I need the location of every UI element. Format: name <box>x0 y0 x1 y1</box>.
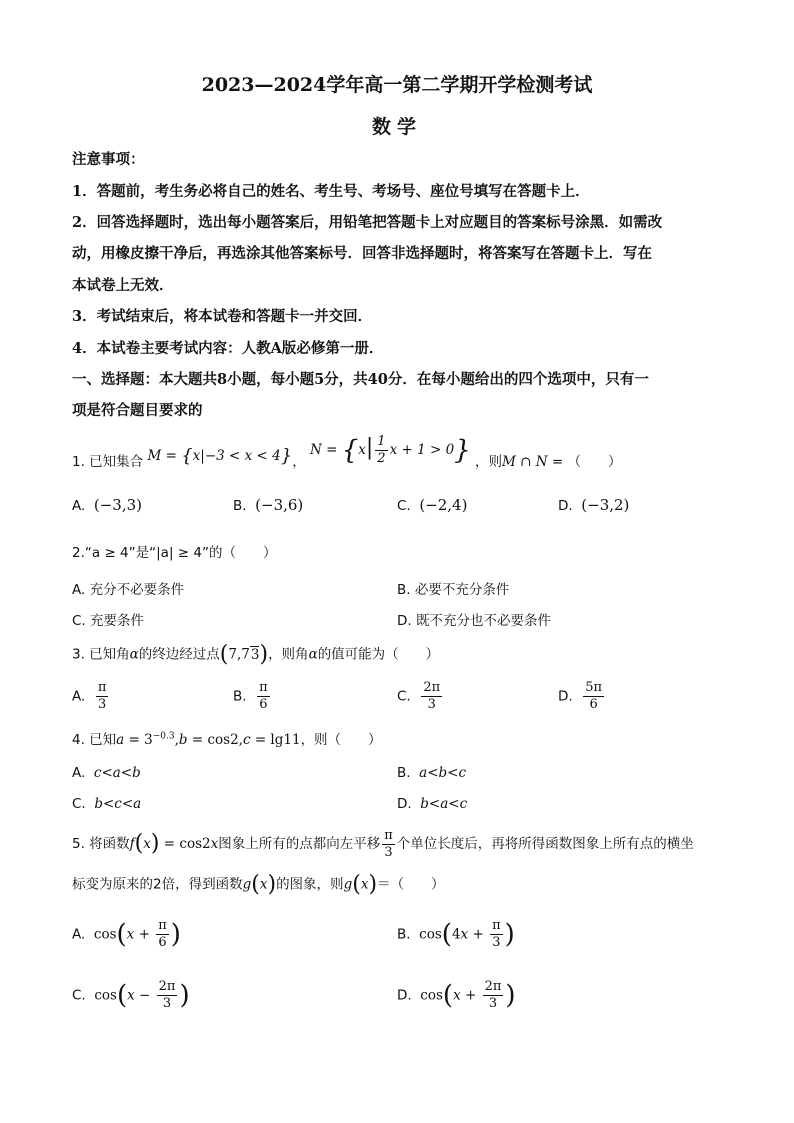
q2-option-c: C. 充要条件 <box>72 613 145 629</box>
question-3: 3. 已知角α的终边经过点(7,73)，则角α的值可能为（ ） <box>72 642 440 667</box>
q4-option-b: B. a<b<c <box>397 765 467 781</box>
q1-option-b: B. (−3,6) <box>233 496 304 514</box>
question-4: 4. 已知$a = 3^{-0.3},b = \cos 2,c = \lg 11$，则（ ） <box>72 731 382 748</box>
question-5-line-2: 标变为原来的2倍，得到函数g(x)的图象，则g(x)＝（ ） <box>72 872 445 897</box>
q5-option-d: D. cos(x + $\frac{2\pi}{3}$ ) <box>397 979 516 1011</box>
section-1-line-1: 一、选择题：本大题共8小题，每小题5分，共40分．在每小题给出的四个选项中，只有一 <box>72 371 649 388</box>
q5-option-b: B. cos(4x + $\frac{\pi}{3}$ ) <box>397 918 515 950</box>
q2-option-a: A. 充分不必要条件 <box>72 582 185 598</box>
question-5-line-1: 5. 将函数f(x) = cos2x图象上所有的点都向左平移 $\frac{\pi}{3}$ 个单位长度后，再将所得函数图象上所有点的横坐 <box>72 827 694 860</box>
q3-option-b: B. $\frac{\pi}{6}$ <box>233 680 268 712</box>
note-1: 1．答题前，考生务必将自己的姓名、考生号、考场号、座位号填写在答题卡上． <box>72 183 590 200</box>
q1-set-N: N = {x| $\frac{1}{2}$ x + 1 > 0} <box>309 434 471 466</box>
q4-option-a: A. c<a<b <box>72 765 141 781</box>
question-1: 1. 已知集合 M = {x|−3 < x < 4}， N = {x| $\frac{1}{2}$ x + 1 > 0} ，则M ∩ N = （ ） <box>72 434 622 470</box>
q1-option-a: A. (−3,3) <box>72 496 143 514</box>
note-2-line-2: 动，用橡皮擦干净后，再选涂其他答案标号．回答非选择题时，将答案写在答题卡上．写在 <box>72 245 652 262</box>
q5-option-a: A. cos(x + $\frac{\pi}{6}$ ) <box>72 918 181 950</box>
q5-option-c: C. cos(x − $\frac{2\pi}{3}$ ) <box>72 979 190 1011</box>
question-2: 2.“a ≥ 4”是“|a| ≥ 4”的（ ） <box>72 545 277 561</box>
q3-option-d: D. $\frac{5\pi}{6}$ <box>558 680 603 712</box>
note-2-line-3: 本试卷上无效． <box>72 277 174 294</box>
note-3: 3．考试结束后，将本试卷和答题卡一并交回． <box>72 308 373 325</box>
note-4: 4．本试卷主要考试内容：人教A版必修第一册． <box>72 340 384 357</box>
q1-option-d: D. (−3,2) <box>558 496 630 514</box>
q1-option-c: C. (−2,4) <box>397 496 468 514</box>
q1-suffix: ，则M ∩ N = （ ） <box>475 454 622 470</box>
q1-set-M: M = {x|−3 < x < 4} <box>147 445 293 467</box>
note-2-line-1: 2．回答选择题时，选出每小题答案后，用铅笔把答题卡上对应题目的答案标号涂黑．如需改 <box>72 214 663 231</box>
q4-option-c: C. b<c<a <box>72 796 142 812</box>
q3-option-a: A. $\frac{\pi}{3}$ <box>72 680 107 712</box>
q2-option-d: D. 既不充分也不必要条件 <box>397 613 551 629</box>
q4-option-d: D. b<a<c <box>397 796 468 812</box>
notes-heading: 注意事项： <box>72 151 145 168</box>
section-1-line-2: 项是符合题目要求的 <box>72 402 203 419</box>
exam-title: 2023—2024学年高一第二学期开学检测考试 <box>201 74 593 96</box>
q2-option-b: B. 必要不充分条件 <box>397 582 510 598</box>
q1-prefix: 1. 已知集合 <box>72 454 144 470</box>
subject-title: 数学 <box>371 116 422 138</box>
q3-option-c: C. $\frac{2\pi}{3}$ <box>397 680 441 712</box>
